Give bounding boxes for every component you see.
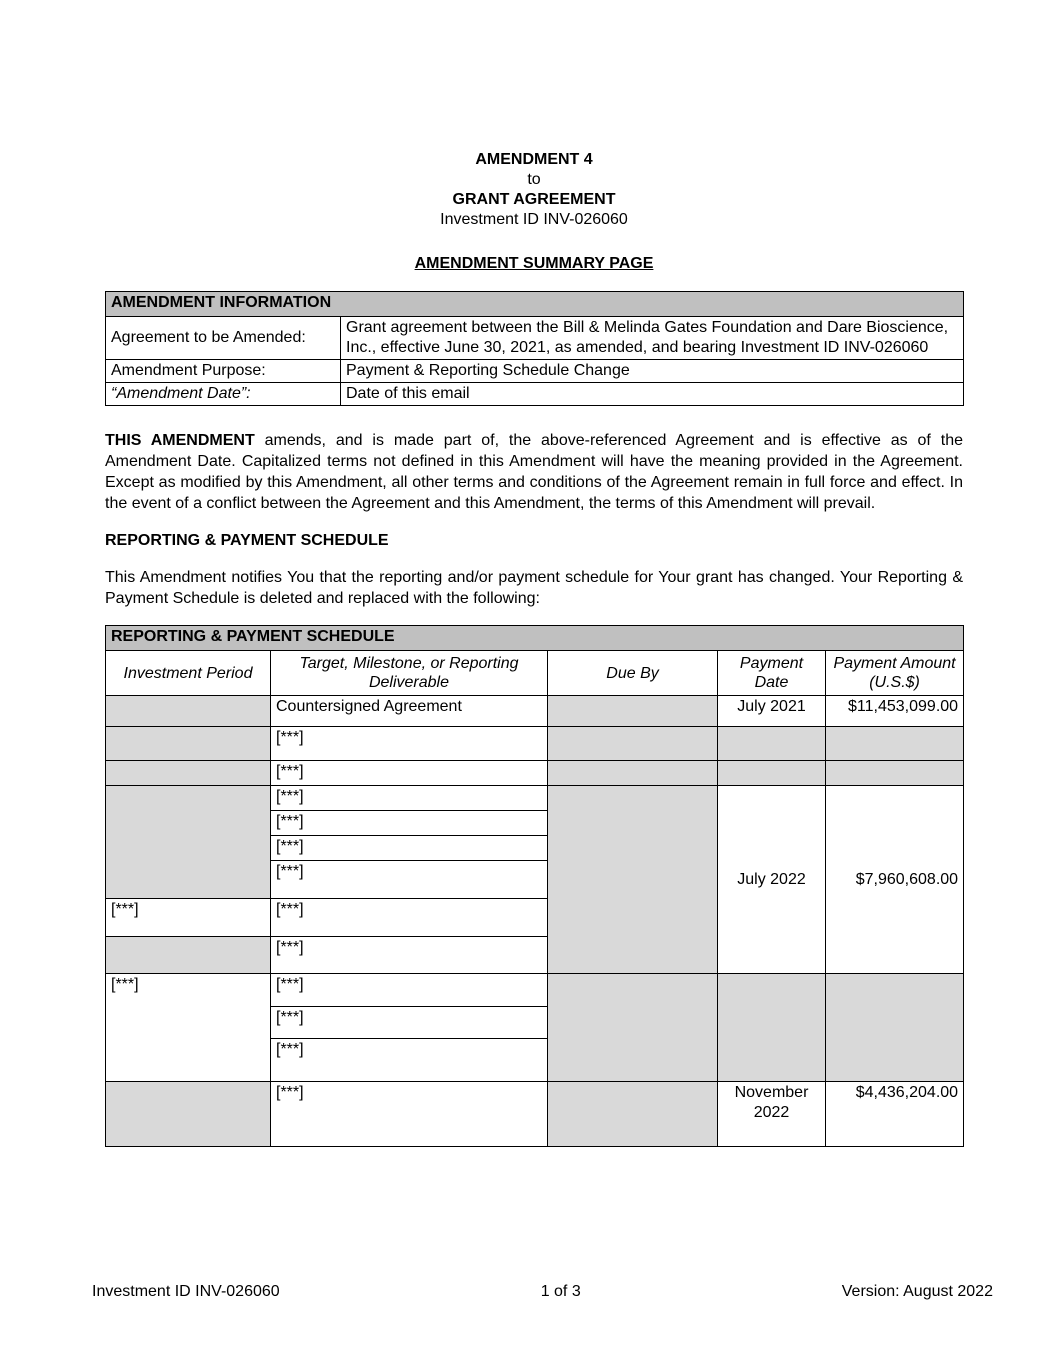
column-header-investment-period: Investment Period bbox=[106, 651, 271, 696]
empty-gray-cell bbox=[548, 696, 718, 727]
table-row bbox=[106, 292, 964, 317]
empty-gray-cell bbox=[106, 937, 271, 974]
column-header-due-by: Due By bbox=[548, 651, 718, 696]
table-row bbox=[106, 786, 964, 811]
redacted-cell: [***] bbox=[271, 727, 548, 761]
redacted-cell: [***] bbox=[271, 1082, 548, 1147]
redacted-cell: [***] bbox=[271, 836, 548, 861]
redacted-cell: [***] bbox=[271, 761, 548, 786]
schedule-table bbox=[105, 625, 964, 1147]
document-content bbox=[105, 150, 963, 1147]
empty-gray-cell bbox=[718, 761, 826, 786]
table-row bbox=[106, 317, 964, 360]
payment-amount-cell: $4,436,204.00 bbox=[826, 1082, 964, 1147]
redacted-cell: [***] bbox=[271, 811, 548, 836]
empty-gray-cell bbox=[718, 727, 826, 761]
column-header-payment-amount: Payment Amount (U.S.$) bbox=[826, 651, 964, 696]
info-label: “Amendment Date”: bbox=[106, 383, 341, 406]
empty-gray-cell bbox=[826, 727, 964, 761]
amendment-paragraph-lead: THIS AMENDMENT bbox=[105, 432, 255, 449]
redacted-cell: [***] bbox=[106, 974, 271, 1082]
payment-amount-cell: $7,960,608.00 bbox=[826, 786, 964, 974]
redacted-cell: [***] bbox=[271, 899, 548, 937]
page-footer bbox=[92, 1282, 993, 1302]
info-label: Agreement to be Amended: bbox=[106, 317, 341, 360]
empty-gray-cell bbox=[826, 974, 964, 1082]
table-row bbox=[106, 626, 964, 651]
amendment-paragraph-text: amends, and is made part of, the above-referenced Agreement and is effective as of the Amendment Date. Capitalized terms not defined in this Amendment will have the meaning provided in the Agreement. Except as modified by this Amendment, all other terms and conditions of the Agreement remain in full force and effect. In the event of a conflict between the Agreement and this Amendment, the terms of this Amendment will prevail. bbox=[105, 432, 964, 512]
info-value: Date of this email bbox=[341, 383, 964, 406]
redacted-cell: [***] bbox=[271, 786, 548, 811]
payment-amount-cell: $11,453,099.00 bbox=[826, 696, 964, 727]
footer-page-number: 1 of 3 bbox=[540, 1283, 581, 1300]
empty-gray-cell bbox=[106, 1082, 271, 1147]
table-row bbox=[106, 1082, 964, 1147]
table-header-row bbox=[106, 651, 964, 696]
payment-date-cell: July 2021 bbox=[718, 696, 826, 727]
payment-date-cell: November 2022 bbox=[718, 1082, 826, 1147]
empty-gray-cell bbox=[548, 727, 718, 761]
info-value: Payment & Reporting Schedule Change bbox=[341, 360, 964, 383]
table-row bbox=[106, 974, 964, 1007]
amendment-title: AMENDMENT 4 bbox=[475, 151, 593, 168]
payment-date-cell: July 2022 bbox=[718, 786, 826, 974]
redacted-cell: [***] bbox=[271, 1007, 548, 1039]
empty-gray-cell bbox=[548, 761, 718, 786]
table-row bbox=[106, 360, 964, 383]
document-header bbox=[105, 150, 963, 274]
amendment-subtitle: to bbox=[527, 171, 541, 188]
table-row bbox=[106, 761, 964, 786]
empty-gray-cell bbox=[548, 1082, 718, 1147]
table-row bbox=[106, 696, 964, 727]
table-row bbox=[106, 383, 964, 406]
info-value: Grant agreement between the Bill & Melinda Gates Foundation and Dare Bioscience, Inc., effective June 30, 2021, as amended, and bearing Investment ID INV-026060 bbox=[341, 317, 964, 360]
amendment-paragraph bbox=[105, 430, 963, 514]
column-header-payment-date: Payment Date bbox=[718, 651, 826, 696]
empty-gray-cell bbox=[106, 786, 271, 899]
summary-page-title: AMENDMENT SUMMARY PAGE bbox=[414, 255, 654, 272]
empty-gray-cell bbox=[106, 727, 271, 761]
redacted-cell: [***] bbox=[271, 974, 548, 1007]
agreement-title: GRANT AGREEMENT bbox=[452, 191, 616, 208]
deliverable-cell: Countersigned Agreement bbox=[271, 696, 548, 727]
redacted-cell: [***] bbox=[271, 937, 548, 974]
schedule-intro-paragraph: This Amendment notifies You that the reporting and/or payment schedule for Your grant has changed. Your Reporting & Payment Schedule is deleted and replaced with the following: bbox=[105, 569, 963, 607]
empty-gray-cell bbox=[718, 974, 826, 1082]
table-row bbox=[106, 727, 964, 761]
amendment-info-title-bar: AMENDMENT INFORMATION bbox=[106, 292, 964, 317]
redacted-cell: [***] bbox=[271, 861, 548, 899]
redacted-cell: [***] bbox=[106, 899, 271, 937]
investment-id: Investment ID INV-026060 bbox=[440, 211, 628, 228]
empty-gray-cell bbox=[106, 696, 271, 727]
empty-gray-cell bbox=[106, 761, 271, 786]
amendment-info-table bbox=[105, 291, 964, 406]
empty-gray-cell bbox=[548, 974, 718, 1082]
empty-gray-cell bbox=[548, 786, 718, 974]
info-label: Amendment Purpose: bbox=[106, 360, 341, 383]
schedule-section-heading: REPORTING & PAYMENT SCHEDULE bbox=[105, 532, 389, 549]
empty-gray-cell bbox=[826, 761, 964, 786]
footer-version: Version: August 2022 bbox=[841, 1283, 993, 1300]
column-header-deliverable: Target, Milestone, or Reporting Deliverable bbox=[271, 651, 548, 696]
footer-investment-id: Investment ID INV-026060 bbox=[92, 1283, 280, 1300]
redacted-cell: [***] bbox=[271, 1039, 548, 1082]
schedule-table-title-bar: REPORTING & PAYMENT SCHEDULE bbox=[106, 626, 964, 651]
